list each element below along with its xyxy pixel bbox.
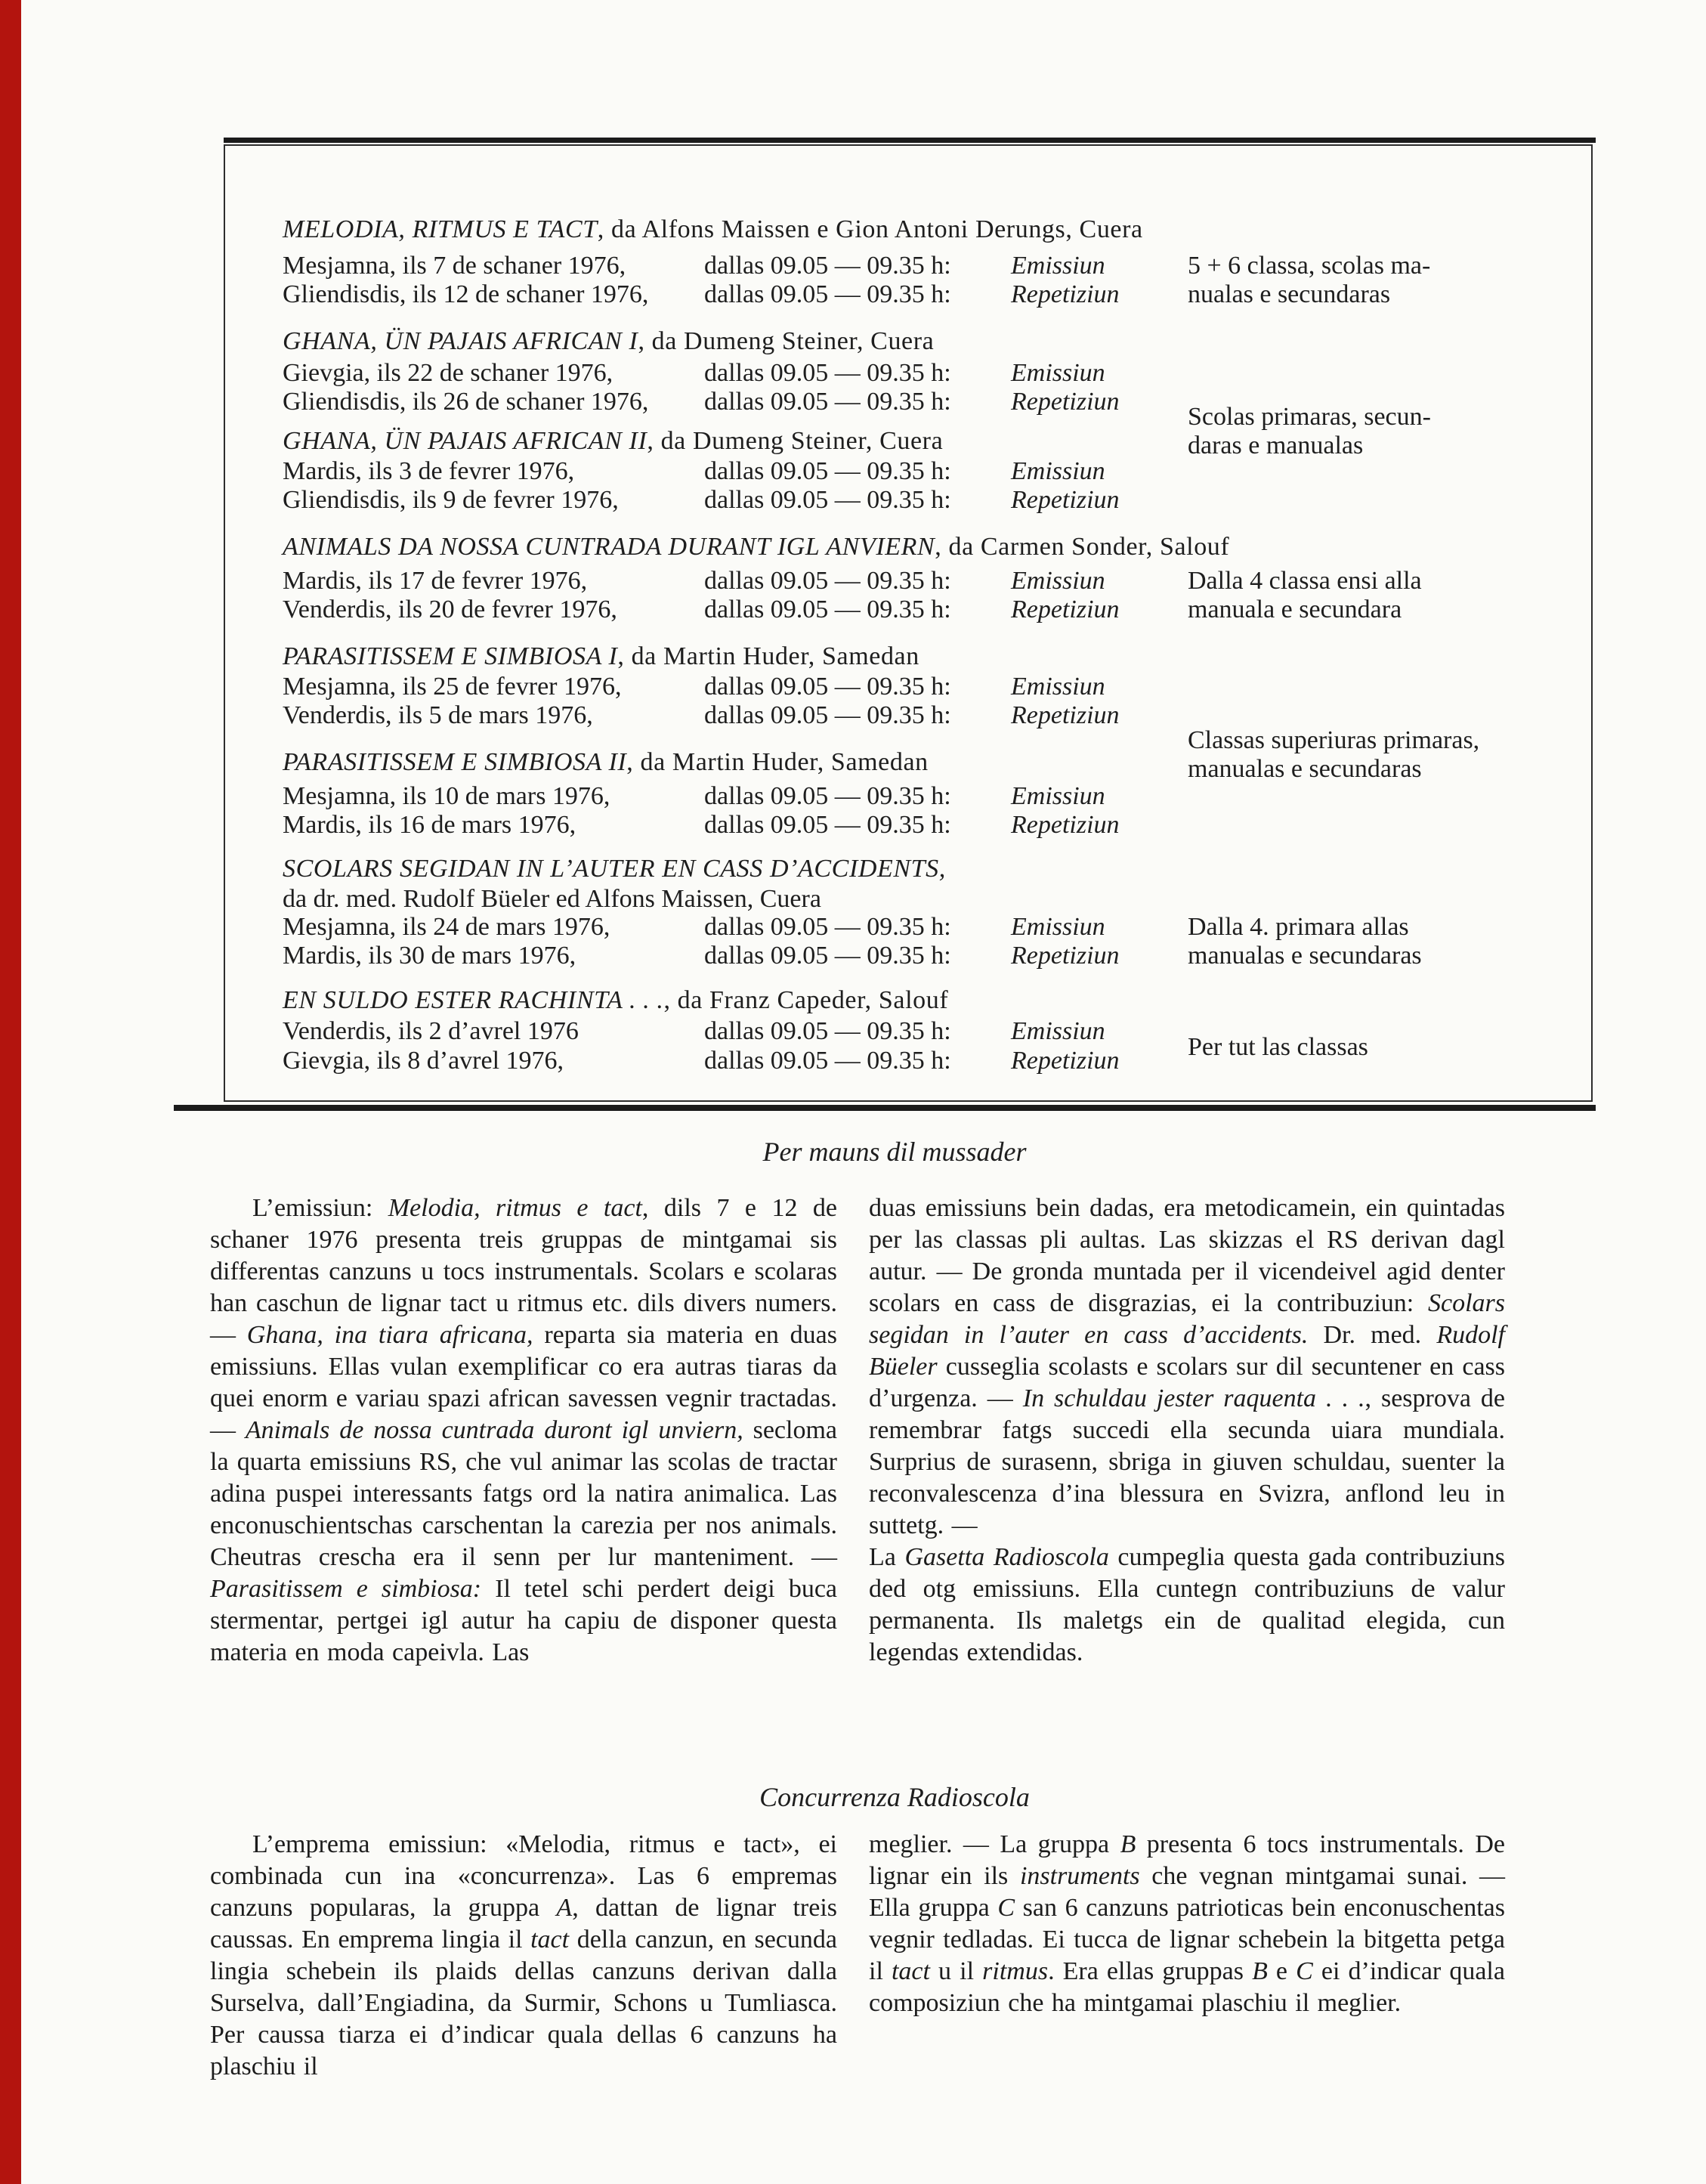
row-type: Repetiziun: [1011, 486, 1120, 514]
program-title-name: EN SULDO ESTER RACHINTA . . .: [283, 986, 664, 1014]
row-type: Emissiun: [1011, 782, 1105, 810]
side-note-line: Per tut las classas: [1188, 1033, 1368, 1061]
row-date: Mesjamna, ils 10 de mars 1976,: [283, 782, 610, 810]
program-title: [283, 327, 934, 357]
program-title: [283, 748, 929, 778]
side-note-line: Scolas primaras, secun-: [1188, 403, 1431, 431]
paragraph: meglier. — La gruppa B presenta 6 tocs instrumentals. De lignar ein ils instruments che vegnan mintgamai sunai. — Ella gruppa C san 6 canzuns patrioticas bein enconuschentas vegnir tedladas. Ei tucca de lignar schebein la bitgetta petga il tact u il ritmus. Era ellas gruppas B e C ei d’indicar quala composiziun che ha mintgamai plaschiu il meglier.: [869, 1830, 1505, 2017]
paragraph: La Gasetta Radioscola cumpeglia questa gada contribuziuns ded otg emissiuns. Ella cuntegn contribuziuns de valur permanenta. Ils maletgs ein de qualitad elegida, cun legendas extendidas.: [869, 1543, 1505, 1666]
program-title-line2: da dr. med. Rudolf Büeler ed Alfons Maissen, Cuera: [283, 885, 821, 913]
program-title-author: , da Carmen Sonder, Salouf: [935, 533, 1230, 561]
row-date: Gievgia, ils 8 d’avrel 1976,: [283, 1047, 564, 1075]
row-type: Emissiun: [1011, 457, 1105, 485]
row-date: Venderdis, ils 2 d’avrel 1976: [283, 1017, 579, 1045]
row-time: dallas 09.05 — 09.35 h:: [704, 595, 951, 623]
row-type: Repetiziun: [1011, 280, 1120, 308]
program-title: [283, 855, 946, 885]
row-type: Emissiun: [1011, 252, 1105, 280]
row-date: Mardis, ils 3 de fevrer 1976,: [283, 457, 575, 485]
program-title-name: SCOLARS SEGIDAN IN L’AUTER EN CASS D’ACCIDENTS,: [283, 855, 946, 883]
row-time: dallas 09.05 — 09.35 h:: [704, 252, 951, 280]
side-note-line: Classas superiuras primaras,: [1188, 726, 1480, 754]
program-title-name: ANIMALS DA NOSSA CUNTRADA DURANT IGL ANVIERN: [283, 533, 935, 561]
program-title: [283, 533, 1229, 563]
side-note-line: manualas e secundaras: [1188, 755, 1422, 783]
program-title-name: GHANA, ÜN PAJAIS AFRICAN II: [283, 427, 647, 455]
row-type: Repetiziun: [1011, 701, 1120, 729]
row-time: dallas 09.05 — 09.35 h:: [704, 359, 951, 387]
row-date: Mardis, ils 16 de mars 1976,: [283, 811, 576, 839]
program-title-name: MELODIA, RITMUS E TACT: [283, 215, 598, 243]
row-date: Mesjamna, ils 25 de fevrer 1976,: [283, 673, 622, 701]
program-title-author: , da Dumeng Steiner, Cuera: [647, 427, 944, 455]
row-time: dallas 09.05 — 09.35 h:: [704, 1017, 951, 1045]
section-heading: Concurrenza Radioscola: [759, 1782, 1030, 1812]
row-time: dallas 09.05 — 09.35 h:: [704, 913, 951, 941]
text-column-right: [869, 1829, 1505, 2019]
row-time: dallas 09.05 — 09.35 h:: [704, 673, 951, 701]
row-time: dallas 09.05 — 09.35 h:: [704, 942, 951, 970]
row-type: Emissiun: [1011, 673, 1105, 701]
program-title: [283, 427, 943, 457]
row-note: Dalla 4 classa ensi alla: [1188, 567, 1422, 595]
row-note: 5 + 6 classa, scolas ma-: [1188, 252, 1431, 280]
program-title: [283, 642, 919, 673]
text-column-left: [210, 1829, 837, 2083]
row-time: dallas 09.05 — 09.35 h:: [704, 1047, 951, 1075]
program-title: [283, 986, 948, 1016]
program-title-author: , da Martin Huder, Samedan: [626, 748, 929, 776]
row-date: Gliendisdis, ils 9 de fevrer 1976,: [283, 486, 619, 514]
program-title-author: , da Martin Huder, Samedan: [617, 642, 919, 670]
row-time: dallas 09.05 — 09.35 h:: [704, 811, 951, 839]
row-type: Repetiziun: [1011, 942, 1120, 970]
program-title-name: PARASITISSEM E SIMBIOSA II: [283, 748, 627, 776]
row-time: dallas 09.05 — 09.35 h:: [704, 701, 951, 729]
book-edge-bar: [0, 0, 21, 2184]
paragraph: duas emissiuns bein dadas, era metodicamein, ein quintadas per las classas pli aultas. Las skizzas el RS derivan dagl autur. — De gronda muntada per il vicendeivel agid denter scolars en cass de disgrazias, ei la contribuziun: Scolars segidan in l’auter en cass d’accidents. Dr. med. Rudolf Büeler cusseglia scolasts e scolars sur dil secuntener en cass d’urgenza. — In schuldau jester raquenta . . ., sesprova de remembrar fatgs succedi ella secunda uiara mundiala. Surprius de surasenn, sbriga in giuven schuldau, suenter la reconvalescenza d’ina blessura en Svizra, anflond leu in suttetg. —: [869, 1194, 1505, 1539]
row-type: Emissiun: [1011, 913, 1105, 941]
side-note-line: daras e manualas: [1188, 432, 1364, 459]
program-title-author: , da Dumeng Steiner, Cuera: [638, 327, 935, 355]
row-type: Emissiun: [1011, 359, 1105, 387]
program-title-author: , da Franz Capeder, Salouf: [663, 986, 949, 1014]
program-title-name: GHANA, ÜN PAJAIS AFRICAN I: [283, 327, 638, 355]
row-date: Gievgia, ils 22 de schaner 1976,: [283, 359, 613, 387]
top-rule: [224, 138, 1596, 143]
row-date: Gliendisdis, ils 26 de schaner 1976,: [283, 388, 649, 416]
row-time: dallas 09.05 — 09.35 h:: [704, 486, 951, 514]
section-heading: Per mauns dil mussader: [762, 1137, 1027, 1167]
row-time: dallas 09.05 — 09.35 h:: [704, 280, 951, 308]
row-type: Repetiziun: [1011, 1047, 1120, 1075]
side-note: [1188, 1033, 1368, 1062]
program-title-name: PARASITISSEM E SIMBIOSA I: [283, 642, 618, 670]
row-type: Repetiziun: [1011, 388, 1120, 416]
row-note: Dalla 4. primara allas: [1188, 913, 1409, 941]
row-date: Venderdis, ils 20 de fevrer 1976,: [283, 595, 617, 623]
row-date: Gliendisdis, ils 12 de schaner 1976,: [283, 280, 649, 308]
paragraph: L’emprema emissiun: «Melodia, ritmus e tact», ei combinada cun ina «concurrenza». Las 6 empremas canzuns popularas, la gruppa A, dattan de lignar treis caussas. En emprema lingia il tact della canzun, en secunda lingia schebein ils plaids dellas canzuns derivan dalla Surselva, dall’Engiadina, da Surmir, Schons u Tumliasca. Per caussa tiarza ei d’indicar quala dellas 6 canzuns ha plaschiu il: [210, 1830, 837, 2080]
row-time: dallas 09.05 — 09.35 h:: [704, 457, 951, 485]
side-note: [1188, 403, 1431, 460]
row-note: manuala e secundara: [1188, 595, 1402, 623]
row-type: Repetiziun: [1011, 811, 1120, 839]
row-date: Venderdis, ils 5 de mars 1976,: [283, 701, 593, 729]
program-title-author: , da Alfons Maissen e Gion Antoni Derungs, Cuera: [597, 215, 1143, 243]
program-title: [283, 215, 1143, 246]
row-type: Emissiun: [1011, 567, 1105, 595]
row-note: manualas e secundaras: [1188, 942, 1422, 970]
schedule-box: [224, 144, 1593, 1102]
paragraph: L’emissiun: Melodia, ritmus e tact, dils 7 e 12 de schaner 1976 presenta treis gruppas de mintgamai sis differentas canzuns u tocs instrumentals. Scolars e scolaras han caschun de lignar tact u ritmus etc. dils divers numers. — Ghana, ina tiara africana, reparta sia materia en duas emissiuns. Ellas vulan exemplificar co era autras tiaras da quei enorm e variau spazi african savessen vegnir tractadas. — Animals de nossa cuntrada duront igl unviern, secloma la quarta emissiuns RS, che vul animar las scolas de tractar adina puspei interessants fatgs ord la natira animalica. Las enconuschientschas carschentan la carezia per nos animals. Cheutras crescha era il senn per lur manteniment. — Parasitissem e simbiosa: Il tetel schi perdert deigi buca stermentar, pertgei igl autur ha capiu de disponer questa materia en moda capeivla. Las: [210, 1194, 838, 1666]
text-column-left: [210, 1193, 837, 1669]
row-time: dallas 09.05 — 09.35 h:: [704, 567, 951, 595]
row-type: Emissiun: [1011, 1017, 1105, 1045]
row-type: Repetiziun: [1011, 595, 1120, 623]
row-time: dallas 09.05 — 09.35 h:: [704, 782, 951, 810]
text-column-right: [869, 1193, 1505, 1669]
row-date: Mesjamna, ils 7 de schaner 1976,: [283, 252, 626, 280]
row-date: Mesjamna, ils 24 de mars 1976,: [283, 913, 610, 941]
row-date: Mardis, ils 17 de fevrer 1976,: [283, 567, 588, 595]
row-time: dallas 09.05 — 09.35 h:: [704, 388, 951, 416]
bottom-rule: [174, 1105, 1596, 1111]
row-note: nualas e secundaras: [1188, 280, 1391, 308]
side-note: [1188, 726, 1479, 784]
row-date: Mardis, ils 30 de mars 1976,: [283, 942, 576, 970]
